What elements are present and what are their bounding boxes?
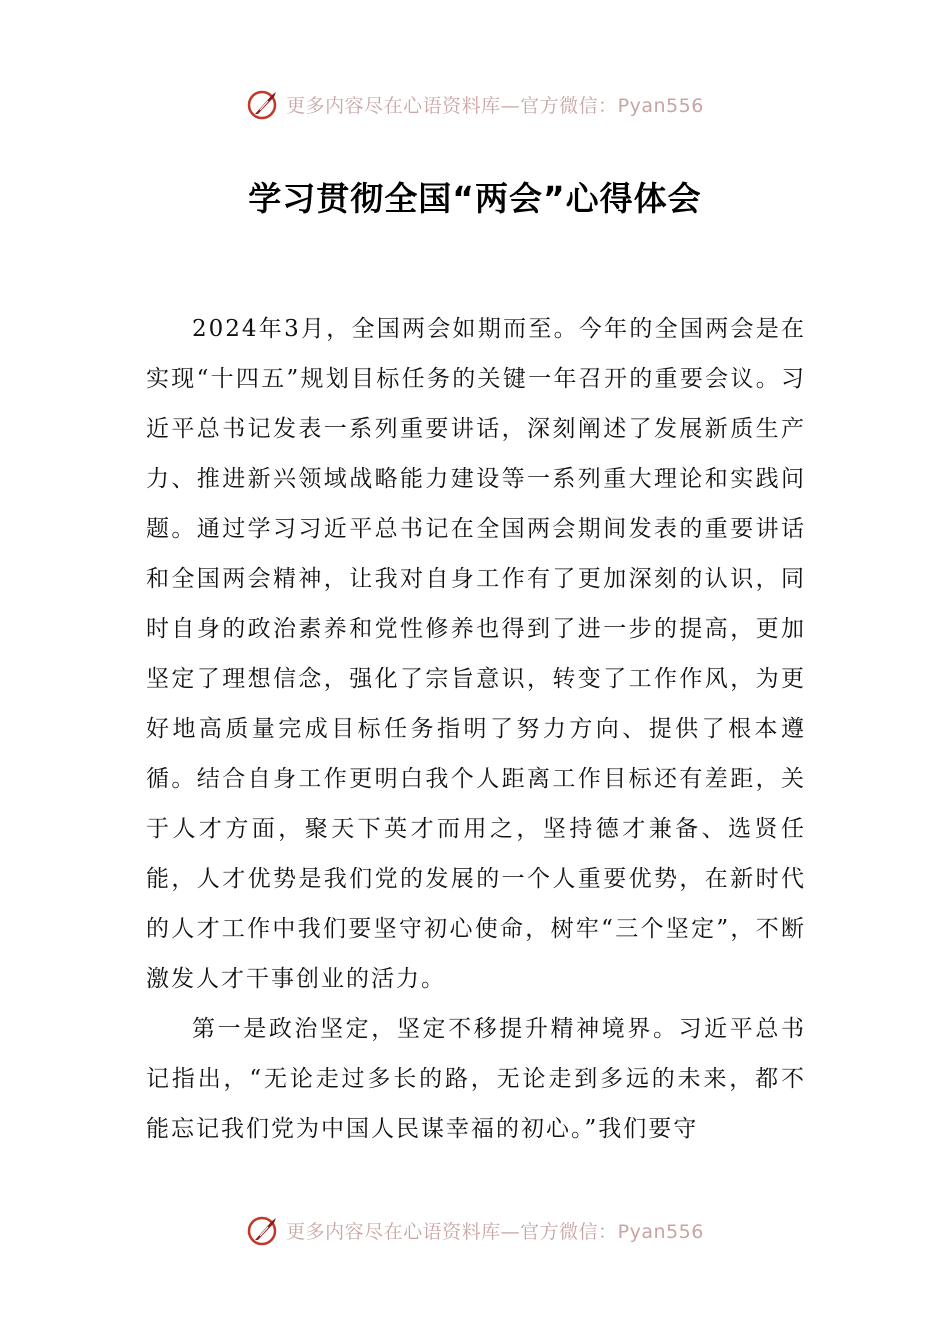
header-watermark-banner <box>0 84 950 124</box>
quill-pen-circle-icon <box>246 1212 282 1248</box>
quill-pen-circle-icon <box>246 86 282 122</box>
paragraph-2: 第一是政治坚定，坚定不移提升精神境界。习近平总书记指出，“无论走过多长的路，无论走到多远的未来，都不能忘记我们党为中国人民谋幸福的初心。”我们要守 <box>146 1016 806 1142</box>
document-body <box>146 304 806 1154</box>
paragraph-1: 2024年3月，全国两会如期而至。今年的全国两会是在实现“十四五”规划目标任务的关键一年召开的重要会议。习近平总书记发表一系列重要讲话，深刻阐述了发展新质生产力、推进新兴领域战略能力建设等一系列重大理论和实践问题。通过学习习近平总书记在全国两会期间发表的重要讲话和全国两会精神，让我对自身工作有了更加深刻的认识，同时自身的政治素养和党性修养也得到了进一步的提高，更加坚定了理想信念，强化了宗旨意识，转变了工作作风，为更好地高质量完成目标任务指明了努力方向、提供了根本遵循。结合自身工作更明白我个人距离工作目标还有差距，关于人才方面，聚天下英才而用之，坚持德才兼备、选贤任能，人才优势是我们党的发展的一个人重要优势，在新时代的人才工作中我们要坚守初心使命，树牢“三个坚定”，不断激发人才干事创业的活力。 <box>146 316 806 992</box>
watermark-text: 更多内容尽在心语资料库—官方微信：Pyan556 <box>286 94 704 117</box>
watermark-text: 更多内容尽在心语资料库—官方微信：Pyan556 <box>286 1220 704 1243</box>
footer-watermark-banner <box>0 1210 950 1250</box>
document-title: 学习贯彻全国“两会”心得体会 <box>248 179 702 218</box>
